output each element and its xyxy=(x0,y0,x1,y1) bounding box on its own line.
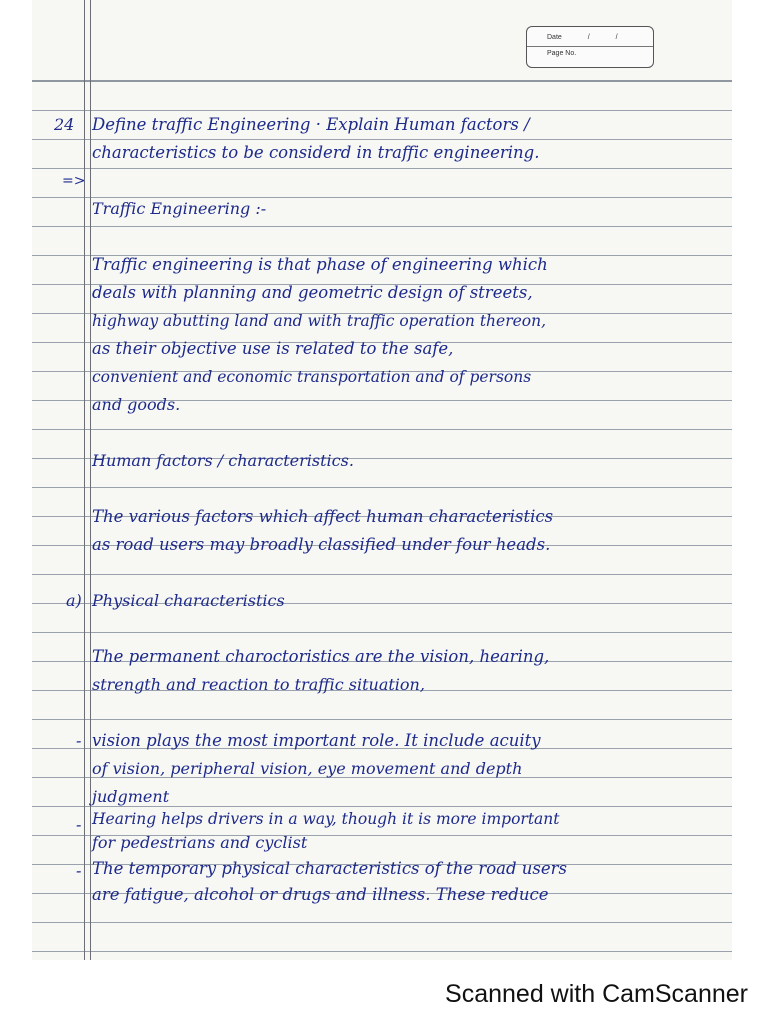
camscanner-watermark: Scanned with CamScanner xyxy=(445,980,748,1008)
paragraph-line: strength and reaction to traffic situation, xyxy=(92,675,425,694)
bullet-line: vision plays the most important role. It include acuity xyxy=(92,731,541,750)
paragraph-line: The various factors which affect human characteristics xyxy=(92,507,554,526)
paragraph-line: as their objective use is related to the safe, xyxy=(92,339,454,358)
paragraph-line: deals with planning and geometric design of streets, xyxy=(92,283,533,302)
question-line-2: characteristics to be considerd in traffic engineering. xyxy=(92,143,540,162)
bullet-line: are fatigue, alcohol or drugs and illness. These reduce xyxy=(92,885,549,904)
bullet-line: judgment xyxy=(92,787,170,806)
paragraph-line: The permanent charoctoristics are the vision, hearing, xyxy=(92,647,550,666)
margin-line-left xyxy=(84,0,85,960)
page-no-label: Page No. xyxy=(547,50,577,57)
paragraph-line: Traffic engineering is that phase of engineering which xyxy=(92,255,548,274)
paragraph-line: highway abutting land and with traffic operation thereon, xyxy=(92,312,547,330)
bullet-line: Hearing helps drivers in a way, though it is more important xyxy=(92,810,560,828)
date-page-box xyxy=(526,26,654,68)
bullet-dash: - xyxy=(76,861,82,880)
bullet-line: for pedestrians and cyclist xyxy=(92,833,308,852)
section-heading-physical: Physical characteristics xyxy=(92,591,285,610)
question-number: 24 xyxy=(54,115,75,134)
date-label: Date xyxy=(547,34,562,41)
paragraph-line: and goods. xyxy=(92,395,181,414)
bullet-line: of vision, peripheral vision, eye movement and depth xyxy=(92,759,523,778)
bullet-dash: - xyxy=(76,731,82,750)
section-heading-human-factors: Human factors / characteristics. xyxy=(92,451,354,470)
bullet-line: The temporary physical characteristics of the road users xyxy=(92,859,568,878)
question-line-1: Define traffic Engineering · Explain Human factors / xyxy=(92,115,530,134)
bullet-dash: - xyxy=(76,815,82,834)
section-heading-traffic-engineering: Traffic Engineering :- xyxy=(92,199,267,218)
date-box-divider xyxy=(527,46,653,47)
paragraph-line: convenient and economic transportation and of persons xyxy=(92,368,532,386)
answer-arrow: => xyxy=(62,173,86,189)
date-slashes: / / xyxy=(587,34,630,41)
paragraph-line: as road users may broadly classified under four heads. xyxy=(92,535,551,554)
list-marker-a: a) xyxy=(66,591,82,610)
margin-line-right xyxy=(90,0,91,960)
notebook-page xyxy=(32,0,732,960)
